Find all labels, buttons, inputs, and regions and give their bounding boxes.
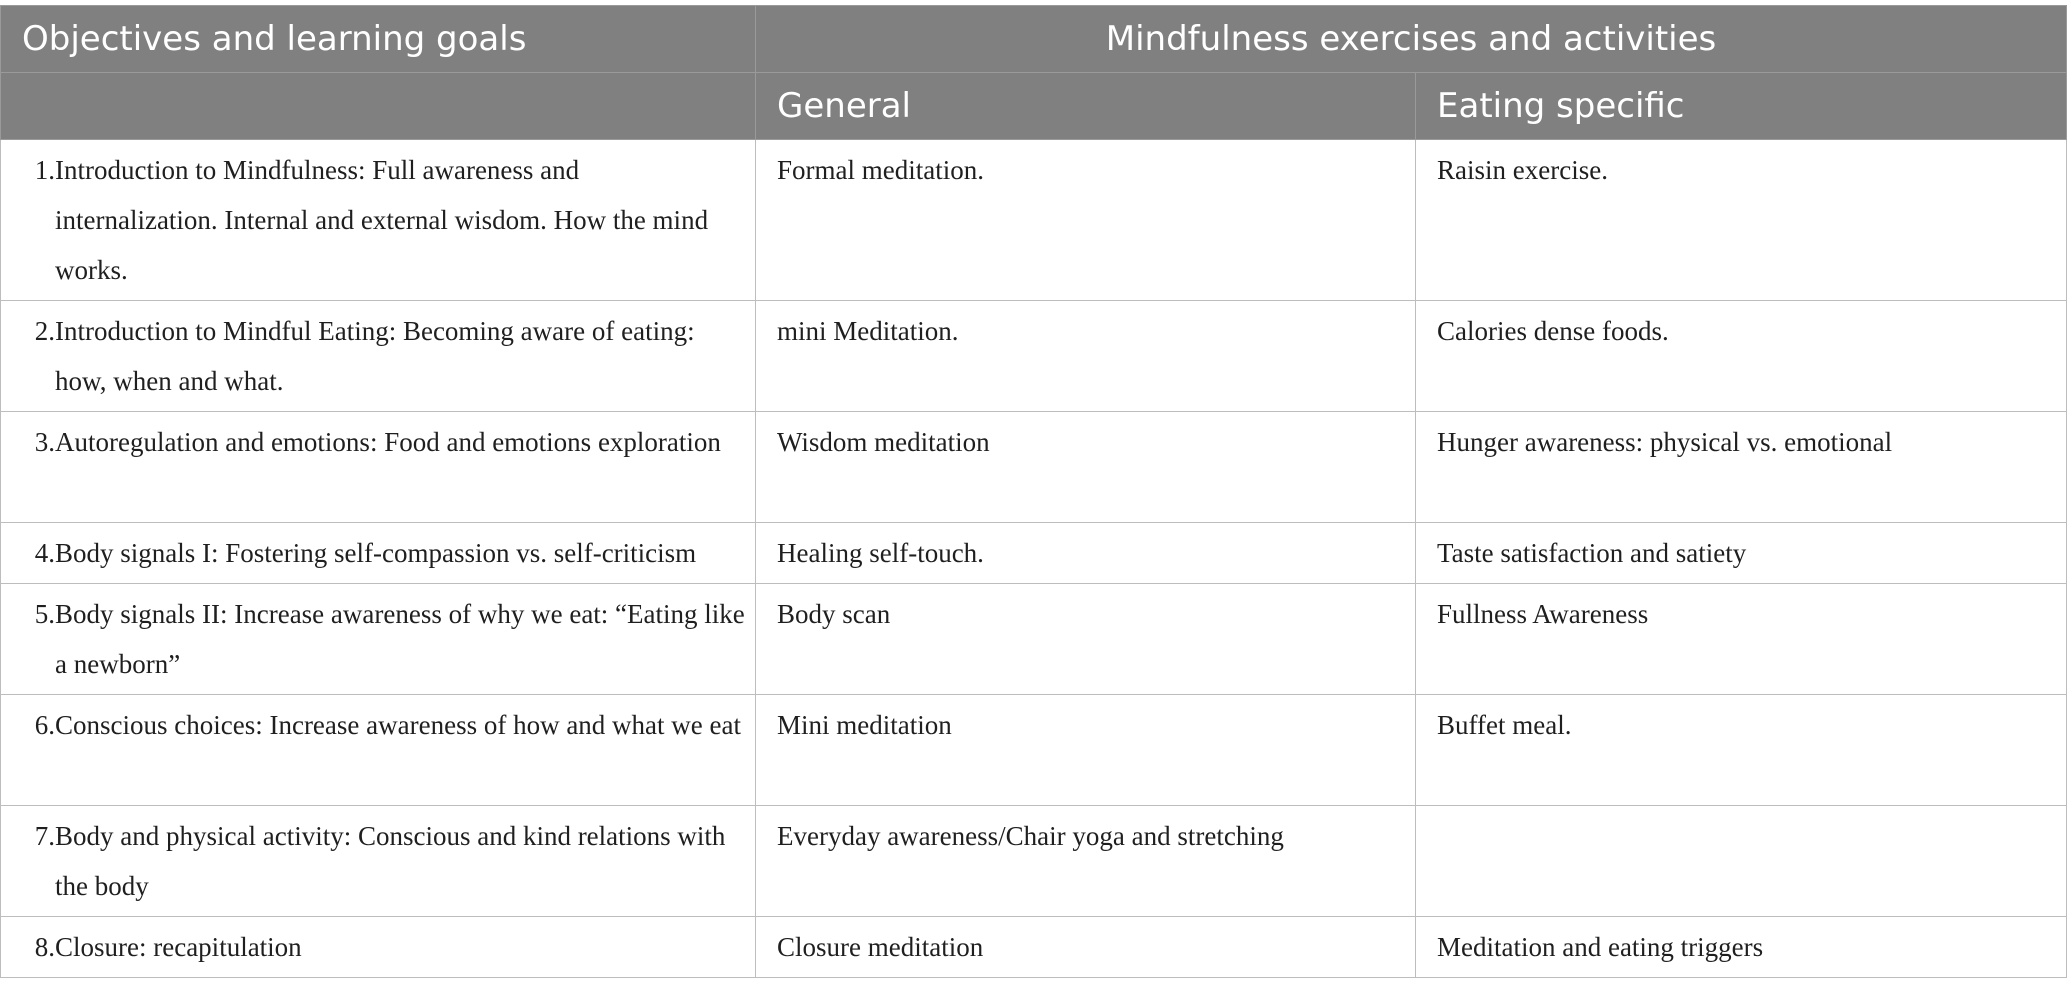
mindfulness-program-table [0, 5, 2067, 978]
general-cell: Formal meditation. [756, 140, 1416, 301]
row-number: 6. [34, 710, 55, 740]
objective-text: Body signals I: Fostering self-compassion vs. self-criticism [55, 538, 697, 568]
row-number: 8. [34, 932, 55, 962]
header-objectives: Objectives and learning goals [1, 6, 756, 73]
table-row [1, 806, 2067, 917]
objective-text: Introduction to Mindful Eating: Becoming aware of eating: how, when and what. [55, 316, 695, 396]
objective-text: Autoregulation and emotions: Food and emotions exploration [55, 427, 721, 457]
objective-text: Conscious choices: Increase awareness of how and what we eat [55, 710, 741, 740]
eating-cell: Taste satisfaction and satiety [1416, 523, 2067, 584]
header-empty [1, 73, 756, 140]
eating-cell: Meditation and eating triggers [1416, 917, 2067, 978]
eating-cell: Calories dense foods. [1416, 301, 2067, 412]
general-cell: Body scan [756, 584, 1416, 695]
eating-cell: Raisin exercise. [1416, 140, 2067, 301]
table-row [1, 301, 2067, 412]
eating-cell: Fullness Awareness [1416, 584, 2067, 695]
objective-cell [1, 917, 756, 978]
row-number: 5. [34, 599, 55, 629]
objective-cell [1, 523, 756, 584]
table-row [1, 584, 2067, 695]
table-subheader-row [1, 73, 2067, 140]
eating-cell [1416, 806, 2067, 917]
table-row [1, 140, 2067, 301]
table-row [1, 695, 2067, 806]
row-number: 3. [34, 427, 55, 457]
general-cell: mini Meditation. [756, 301, 1416, 412]
row-number: 2. [34, 316, 55, 346]
table-row [1, 917, 2067, 978]
general-cell: Everyday awareness/Chair yoga and stretching [756, 806, 1416, 917]
table-row [1, 412, 2067, 523]
general-cell: Closure meditation [756, 917, 1416, 978]
general-cell: Wisdom meditation [756, 412, 1416, 523]
row-number: 7. [34, 821, 55, 851]
general-cell: Healing self-touch. [756, 523, 1416, 584]
general-cell: Mini meditation [756, 695, 1416, 806]
table-row [1, 523, 2067, 584]
table-header-row [1, 6, 2067, 73]
objective-cell [1, 695, 756, 806]
row-number: 1. [34, 155, 55, 185]
eating-cell: Hunger awareness: physical vs. emotional [1416, 412, 2067, 523]
objective-cell [1, 806, 756, 917]
objective-text: Closure: recapitulation [55, 932, 302, 962]
objective-cell [1, 301, 756, 412]
eating-cell: Buffet meal. [1416, 695, 2067, 806]
objective-text: Introduction to Mindfulness: Full awareness and internalization. Internal and external wisdom. How the mind works. [55, 155, 709, 285]
objective-cell [1, 412, 756, 523]
objective-cell [1, 140, 756, 301]
objective-text: Body signals II: Increase awareness of why we eat: “Eating like a newborn” [55, 599, 745, 679]
objective-text: Body and physical activity: Conscious and kind relations with the body [55, 821, 726, 901]
header-eating-specific: Eating specific [1416, 73, 2067, 140]
objective-cell [1, 584, 756, 695]
header-general: General [756, 73, 1416, 140]
header-exercises-group: Mindfulness exercises and activities [756, 6, 2067, 73]
row-number: 4. [34, 538, 55, 568]
